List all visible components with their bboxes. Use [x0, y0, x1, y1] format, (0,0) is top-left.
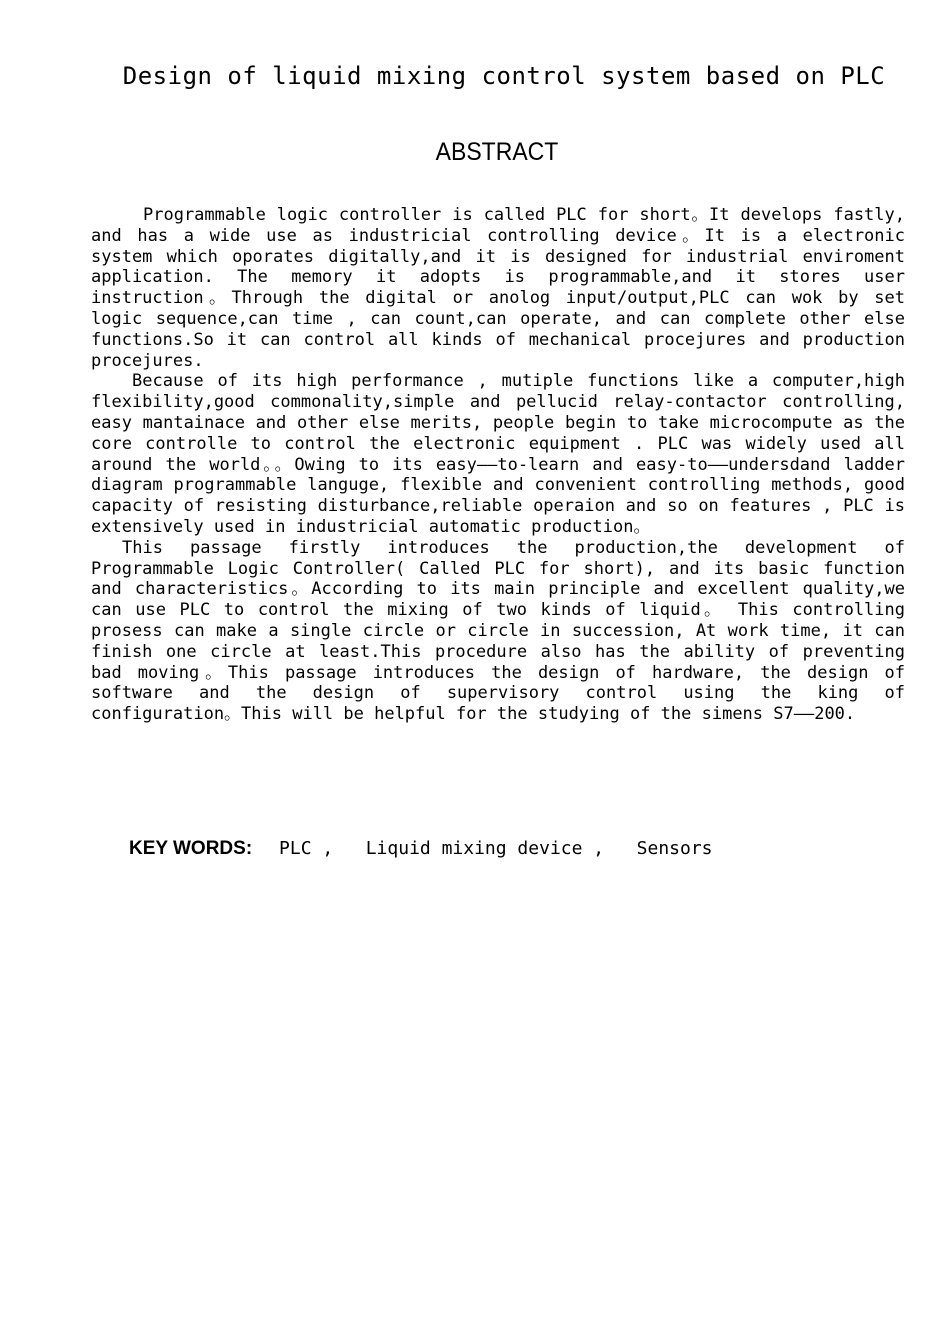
- abstract-body: [91, 205, 905, 725]
- keyword: Liquid mixing device: [365, 838, 583, 859]
- keyword-separator: ,: [311, 838, 366, 859]
- abstract-paragraph: Programmable logic controller is called PLC for short。It develops fastly, and has a wide use as industricial controlling device。It is a electronic system which oporates digitally,and it is designed for industrial enviroment application. The memory it adopts is programmable,and it stores user instruction。Through the digital or anolog input/output,PLC can wok by set logic sequence,can time , can count,can operate, and can complete other else functions.So it can control all kinds of mechanical procejures and production procejures.: [91, 205, 905, 371]
- keyword: PLC: [279, 838, 312, 859]
- keyword-separator: ,: [582, 838, 637, 859]
- abstract-heading: ABSTRACT: [435, 138, 559, 166]
- abstract-paragraph: This passage firstly introduces the production,the development of Programmable Logic Controller( Called PLC for short), and its basic function and characteristics。According to its main principle and excellent quality,we can use PLC to control the mixing of two kinds of liquid。 This controlling prosess can make a single circle or circle in succession, At work time, it can finish one circle at least.This procedure also has the ability of preventing bad moving。This passage introduces the design of hardware, the design of software and the design of supervisory control using the king of configuration。This will be helpful for the studying of the simens S7——200.: [91, 537, 905, 725]
- keywords-line: [129, 838, 713, 860]
- keyword: Sensors: [636, 838, 713, 859]
- keywords-label: KEY WORDS:: [129, 838, 253, 859]
- abstract-paragraph: Because of its high performance , mutiple functions like a computer,high flexibility,good commonality,simple and pellucid relay-contactor controlling, easy mantainace and other else merits, people begin to take microcompute as the core controlle to control the electronic equipment . PLC was widely used all around the world。。Owing to its easy——to-learn and easy-to——undersdand ladder diagram programmable languge, flexible and convenient controlling methods, good capacity of resisting disturbance,reliable operaion and so on features , PLC is extensively used in industricial automatic production。: [91, 371, 905, 537]
- paper-title: Design of liquid mixing control system based on PLC: [122, 62, 886, 90]
